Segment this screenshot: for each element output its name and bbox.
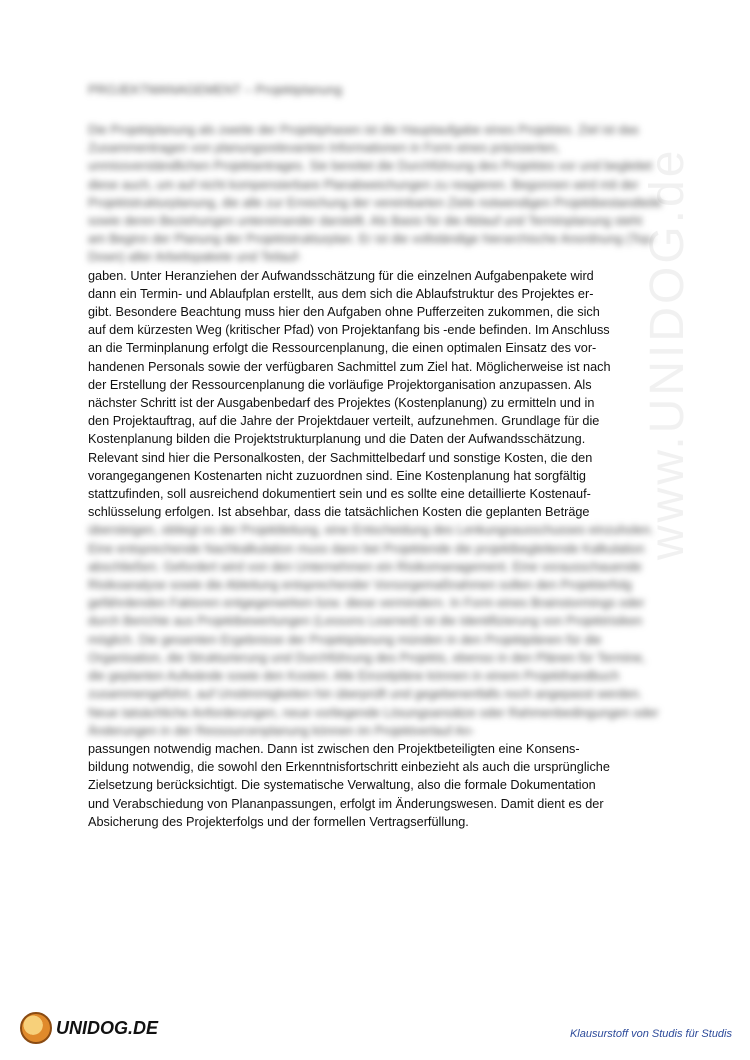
document-title: PROJEKTMANAGEMENT – Projektplanung bbox=[88, 82, 343, 97]
blurred-intro: Die Projektplanung als zweite der Projektphasen ist die Hauptaufgabe eines Projektes. Ziel ist das Zusammentragen von planungsrelevanten Informationen in Form eines präzisierten, unmissverständlichen Projektantrages. Sie bereitet die Durchführung des Projektes vor und begleitet diese auch, um auf nicht kompensierbare Planabweichungen zu reagieren. Begonnen wird mit der Projektstrukturplanung, die alle zur Erreichung der vereinbarten Ziele notwendigen Projektbestandteile sowie deren Beziehungen untereinander darstellt. Als Basis für die Ablauf und Terminplanung steht am Beginn der Planung der Projektstrukturplan. Er ist die vollständige hierarchische Anordnung (Top-Down) aller Arbeitspakete und Teilauf- bbox=[88, 123, 663, 265]
dog-icon bbox=[20, 1012, 52, 1044]
page-content bbox=[88, 82, 663, 831]
footer-tagline: Klausurstoff von Studis für Studis bbox=[569, 1028, 732, 1040]
paragraph-terminplanung: gaben. Unter Heranziehen der Aufwandsschätzung für die einzelnen Aufgabenpakete wird dann ein Termin- und Ablaufplan erstellt, aus dem sich die Ablaufstruktur des Projektes er- gibt. Besondere Beachtung muss hier den Aufgaben ohne Pufferzeiten zukommen, die sich auf dem kürzesten Weg (kritischer Pfad) von Projektanfang bis -ende befinden. Im Anschluss an die Terminplanung erfolgt die Ressourcenplanung, die einen optimalen Einsatz des vor- handenen Personals sowie der verfügbaren Sachmittel zum Ziel hat. Möglicherweise ist nach der Erstellung der Ressourcenplanung die vorläufige Projektorganisation anzupassen. Als nächster Schritt ist der Ausgabenbedarf des Projektes (Kostenplanung) zu ermitteln und in den Projektauftrag, auf die Jahre der Projektdauer verteilt, aufzunehmen. Grundlage für die Kostenplanung bilden die Projektstrukturplanung und die Daten der Aufwandsschätzung. Relevant sind hier die Personalkosten, der Sachmittelbedarf und sonstige Kosten, die den vorangegangenen Kostenarten nicht zuzuordnen sind. Eine Kostenplanung hat sorgfältig stattzufinden, soll ausreichend dokumentiert sein und es sollte eine detaillierte Kostenauf- schlüsselung erfolgen. Ist absehbar, dass die tatsächlichen Kosten die geplanten Beträge bbox=[88, 268, 611, 520]
logo-text: UNIDOG.DE bbox=[56, 1017, 159, 1038]
paragraph-aenderungswesen: passungen notwendig machen. Dann ist zwischen den Projektbeteiligten eine Konsens- bildung notwendig, die sowohl den Erkenntnisfortschritt einbezieht als auch die ursprüngliche Zielsetzung berücksichtigt. Die systematische Verwaltung, also die formale Dokumentation und Verabschiedung von Plananpassungen, erfolgt im Änderungswesen. Damit dient es der Absicherung des Projekterfolgs und der formellen Vertragserfüllung. bbox=[88, 741, 610, 829]
watermark: www.UNIDOG.de bbox=[641, 147, 694, 560]
unidog-logo[interactable] bbox=[20, 1012, 158, 1044]
blurred-middle: übersteigen, obliegt es der Projektleitung, eine Entscheidung des Lenkungsausschusses einzuholen. Eine entsprechende Nachkalkulation muss dann bei Projektende die projektbegleitende Kalkulation abschließen. Gefordert wird von den Unternehmen ein Risikomanagement. Eine vorausschauende Risikoanalyse sowie die Ableitung entsprechender Vorsorgemaßnahmen sollen den Projekterfolg gefährdenden Faktoren entgegenwirken bzw. diese vermindern. In Form eines Brainstormings oder durch Berichte aus Projektbewertungen (Lessons Learned) ist die Identifizierung von Projektrisiken möglich. Die gesamten Ergebnisse der Projektplanung münden in den Projektplänen für die Organisation, die Strukturierung und Durchführung des Projekts, ebenso in den Plänen für Termine, die geplanten Aufwände sowie den Kosten. Alle Einzelpläne können in einem Projekthandbuch zusammengeführt, auf Unstimmigkeiten hin überprüft und gegebenenfalls noch angepasst werden. Neue tatsächliche Anforderungen, neue vorliegende Lösungsansätze oder Rahmenbedingungen oder Änderungen in der Ressourcenplanung können im Projektverlauf An- bbox=[88, 523, 659, 738]
